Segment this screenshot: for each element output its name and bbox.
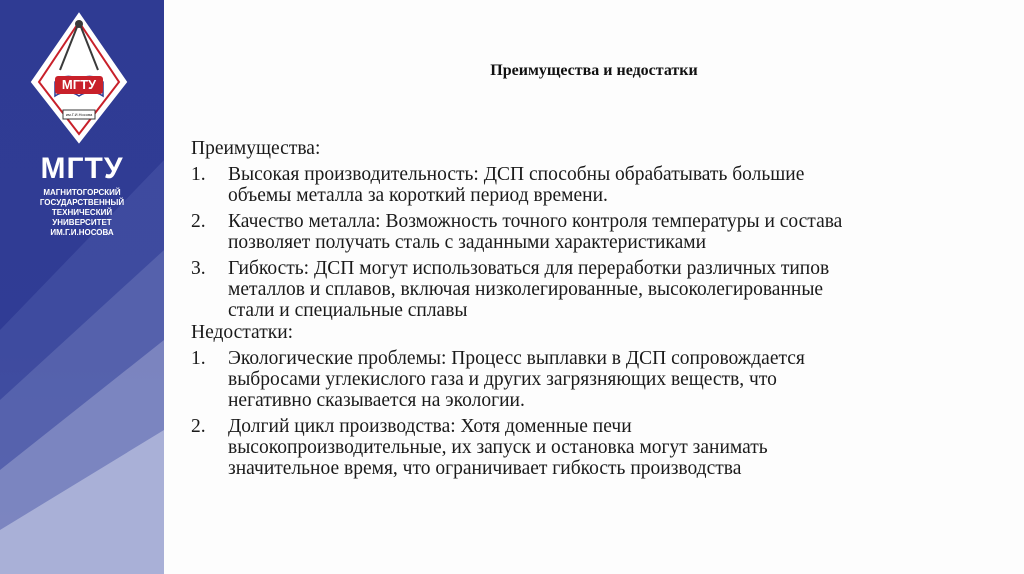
item-line: Качество металла: Возможность точного контроля температуры и состава — [228, 211, 843, 232]
list-item — [191, 211, 981, 253]
disadvantages-heading: Недостатки: — [191, 322, 294, 343]
brand-subtitle-line: ИМ.Г.И.НОСОВА — [50, 228, 114, 237]
item-line: Экологические проблемы: Процесс выплавки в ДСП сопровождается — [228, 348, 805, 369]
item-line: выбросами углекислого газа и других загрязняющих веществ, что — [228, 369, 777, 390]
slide-content — [191, 138, 981, 484]
brand-panel — [0, 0, 164, 574]
list-item — [191, 258, 981, 321]
brand-subtitle-line: ТЕХНИЧЕСКИЙ — [51, 208, 113, 217]
item-number: 2. — [191, 211, 206, 232]
logo-ribbon: им.Г.И.Носова — [65, 112, 93, 117]
list-item — [191, 348, 981, 411]
item-line: значительное время, что ограничивает гибкость производства — [228, 458, 742, 479]
item-line: металлов и сплавов, включая низколегированные, высоколегированные — [228, 279, 824, 300]
item-number: 2. — [191, 416, 206, 437]
slide-title: Преимущества и недостатки — [490, 62, 698, 79]
brand-subtitle — [0, 188, 164, 238]
item-line: негативно сказывается на экологии. — [228, 390, 525, 411]
item-line: стали и специальные сплавы — [228, 300, 468, 321]
item-number: 1. — [191, 164, 206, 185]
item-line: позволяет получать сталь с заданными характеристиками — [228, 232, 707, 253]
logo-text: МГТУ — [61, 77, 97, 92]
list-item — [191, 164, 981, 206]
brand-subtitle-line: ГОСУДАРСТВЕННЫЙ — [39, 198, 125, 207]
item-line: высокопроизводительные, их запуск и остановка могут занимать — [228, 437, 768, 458]
list-item — [191, 416, 981, 479]
item-line: объемы металла за короткий период времени. — [228, 185, 608, 206]
item-number: 3. — [191, 258, 206, 279]
item-line: Гибкость: ДСП могут использоваться для переработки различных типов — [228, 258, 830, 279]
item-number: 1. — [191, 348, 206, 369]
item-line: Высокая производительность: ДСП способны обрабатывать большие — [228, 164, 805, 185]
brand-subtitle-line: МАГНИТОГОРСКИЙ — [43, 188, 121, 197]
brand-subtitle-line: УНИВЕРСИТЕТ — [52, 218, 112, 227]
item-line: Долгий цикл производства: Хотя доменные печи — [228, 416, 632, 437]
advantages-heading: Преимущества: — [191, 138, 321, 159]
brand-name: МГТУ — [40, 152, 124, 185]
